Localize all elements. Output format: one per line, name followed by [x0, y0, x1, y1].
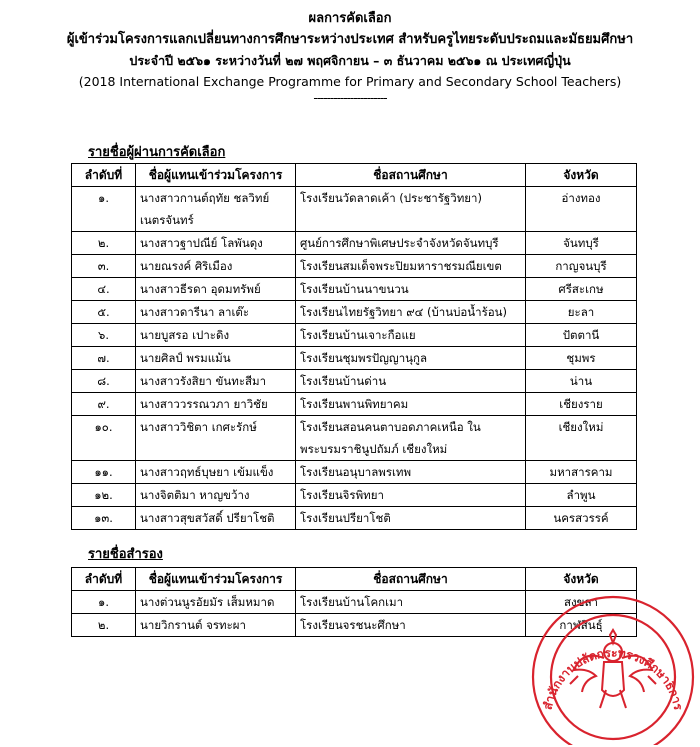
- row-number: ๑.: [72, 187, 136, 232]
- column-header-name: ชื่อผู้แทนเข้าร่วมโครงการ: [136, 164, 296, 187]
- school-name: โรงเรียนบ้านโคกเมา: [296, 591, 526, 614]
- selected-section-title: รายชื่อผู้ผ่านการคัดเลือก: [88, 145, 226, 160]
- row-number: ๑.: [72, 591, 136, 614]
- province-name: ปัตตานี: [526, 324, 637, 347]
- project-dates: ประจำปี ๒๕๖๑ ระหว่างวันที่ ๒๗ พฤศจิกายน – ๓ ธันวาคม ๒๕๖๑ ณ ประเทศญี่ปุ่น: [129, 53, 571, 68]
- participant-name: นางสาวรังสิยา ขันทะสีมา: [136, 370, 296, 393]
- province-name: น่าน: [526, 370, 637, 393]
- document-title: ผลการคัดเลือก: [308, 11, 392, 26]
- column-header-school: ชื่อสถานศึกษา: [296, 164, 526, 187]
- province-name: สงขลา: [526, 591, 637, 614]
- stamp-text: สำนักงานปลัดกระทรวงศึกษาธิการ: [540, 645, 686, 712]
- column-header-number: ลำดับที่: [72, 164, 136, 187]
- participant-name: นางสาววรรณวภา ยาวิชัย: [136, 393, 296, 416]
- participant-name: นางสาวฤทธ์บุษยา เข้มแข็ง: [136, 461, 296, 484]
- province-name: มหาสารคาม: [526, 461, 637, 484]
- row-number: ๙.: [72, 393, 136, 416]
- column-header-province: จังหวัด: [526, 568, 637, 591]
- stamp-outer-ring: [533, 597, 693, 745]
- row-number: ๑๑.: [72, 461, 136, 484]
- row-number: ๓.: [72, 255, 136, 278]
- project-english-title: (2018 International Exchange Programme for Primary and Secondary School Teachers): [78, 74, 622, 89]
- table-row: [72, 393, 637, 416]
- table-row: [72, 484, 637, 507]
- province-name: เชียงราย: [526, 393, 637, 416]
- participant-name: นางสาววิชิตา เกศะรักษ์: [136, 416, 296, 461]
- participant-name: นายณรงค์ ศิริเมือง: [136, 255, 296, 278]
- province-name: เชียงใหม่: [526, 416, 637, 461]
- header-divider: ----------------------: [313, 91, 387, 105]
- participant-name: นายบูสรอ เปาะดิง: [136, 324, 296, 347]
- school-name: โรงเรียนสมเด็จพระปิยมหาราชรมณียเขต: [296, 255, 526, 278]
- school-name: โรงเรียนจิรพิทยา: [296, 484, 526, 507]
- school-name: โรงเรียนปรียาโชติ: [296, 507, 526, 530]
- table-row: [72, 278, 637, 301]
- column-header-name: ชื่อผู้แทนเข้าร่วมโครงการ: [136, 568, 296, 591]
- province-name: ยะลา: [526, 301, 637, 324]
- table-row: [72, 416, 637, 461]
- participant-name: นางสาวธีรดา อุดมทรัพย์: [136, 278, 296, 301]
- province-name: กาฬสินธุ์: [526, 614, 637, 637]
- table-row: [72, 370, 637, 393]
- row-number: ๖.: [72, 324, 136, 347]
- participant-name: นางสาวกานต์ฤทัย ชลวิทย์เนตรจันทร์: [136, 187, 296, 232]
- school-name: โรงเรียนอนุบาลพรเทพ: [296, 461, 526, 484]
- province-name: อ่างทอง: [526, 187, 637, 232]
- school-name: โรงเรียนบ้านด่าน: [296, 370, 526, 393]
- table-row: [72, 347, 637, 370]
- school-name: โรงเรียนพานพิทยาคม: [296, 393, 526, 416]
- participant-name: นางสาวฐาปณีย์ โลพันดุง: [136, 232, 296, 255]
- column-header-province: จังหวัด: [526, 164, 637, 187]
- participant-name: นางสาวดารีนา ลาเต๊ะ: [136, 301, 296, 324]
- row-number: ๑๒.: [72, 484, 136, 507]
- official-stamp: [512, 580, 700, 745]
- school-name: โรงเรียนวัดลาดเค้า (ประชารัฐวิทยา): [296, 187, 526, 232]
- participant-name: นางต่วนนูรอัยมัร เส็มหมาด: [136, 591, 296, 614]
- school-name: โรงเรียนสอนคนตาบอดภาคเหนือ ในพระบรมราชินูปถัมภ์ เชียงใหม่: [296, 416, 526, 461]
- table-row: [72, 461, 637, 484]
- school-name: โรงเรียนชุมพรปัญญานุกูล: [296, 347, 526, 370]
- row-number: ๑๐.: [72, 416, 136, 461]
- column-header-number: ลำดับที่: [72, 568, 136, 591]
- row-number: ๔.: [72, 278, 136, 301]
- reserve-section-title: รายชื่อสำรอง: [88, 547, 163, 562]
- participant-name: นายศิลป์ พรมแม้น: [136, 347, 296, 370]
- table-row: [72, 187, 637, 232]
- row-number: ๗.: [72, 347, 136, 370]
- table-row: [72, 507, 637, 530]
- column-header-school: ชื่อสถานศึกษา: [296, 568, 526, 591]
- table-row: [72, 324, 637, 347]
- province-name: ศรีสะเกษ: [526, 278, 637, 301]
- school-name: โรงเรียนไทยรัฐวิทยา ๙๔ (บ้านบ่อน้ำร้อน): [296, 301, 526, 324]
- school-name: ศูนย์การศึกษาพิเศษประจำจังหวัดจันทบุรี: [296, 232, 526, 255]
- participant-name: นางสาวสุขสวัสดิ์ ปรียาโชติ: [136, 507, 296, 530]
- participant-name: นางจิตติมา หาญขว้าง: [136, 484, 296, 507]
- table-header-row: [72, 164, 637, 187]
- selected-table: [71, 163, 637, 530]
- table-row: [72, 255, 637, 278]
- table-row: [72, 232, 637, 255]
- school-name: โรงเรียนบ้านนาขนวน: [296, 278, 526, 301]
- garuda-emblem-icon: [570, 630, 656, 708]
- table-row: [72, 301, 637, 324]
- province-name: ชุมพร: [526, 347, 637, 370]
- province-name: กาญจนบุรี: [526, 255, 637, 278]
- row-number: ๑๓.: [72, 507, 136, 530]
- row-number: ๕.: [72, 301, 136, 324]
- project-title: ผู้เข้าร่วมโครงการแลกเปลี่ยนทางการศึกษาระหว่างประเทศ สำหรับครูไทยระดับประถมและมัธยมศึกษา: [66, 32, 634, 47]
- row-number: ๒.: [72, 614, 136, 637]
- school-name: โรงเรียนจรชนะศึกษา: [296, 614, 526, 637]
- row-number: ๒.: [72, 232, 136, 255]
- school-name: โรงเรียนบ้านเจาะกือแย: [296, 324, 526, 347]
- province-name: จันทบุรี: [526, 232, 637, 255]
- participant-name: นายวิกรานต์ จรทะผา: [136, 614, 296, 637]
- province-name: นครสวรรค์: [526, 507, 637, 530]
- document-header: [0, 8, 700, 104]
- row-number: ๘.: [72, 370, 136, 393]
- province-name: ลำพูน: [526, 484, 637, 507]
